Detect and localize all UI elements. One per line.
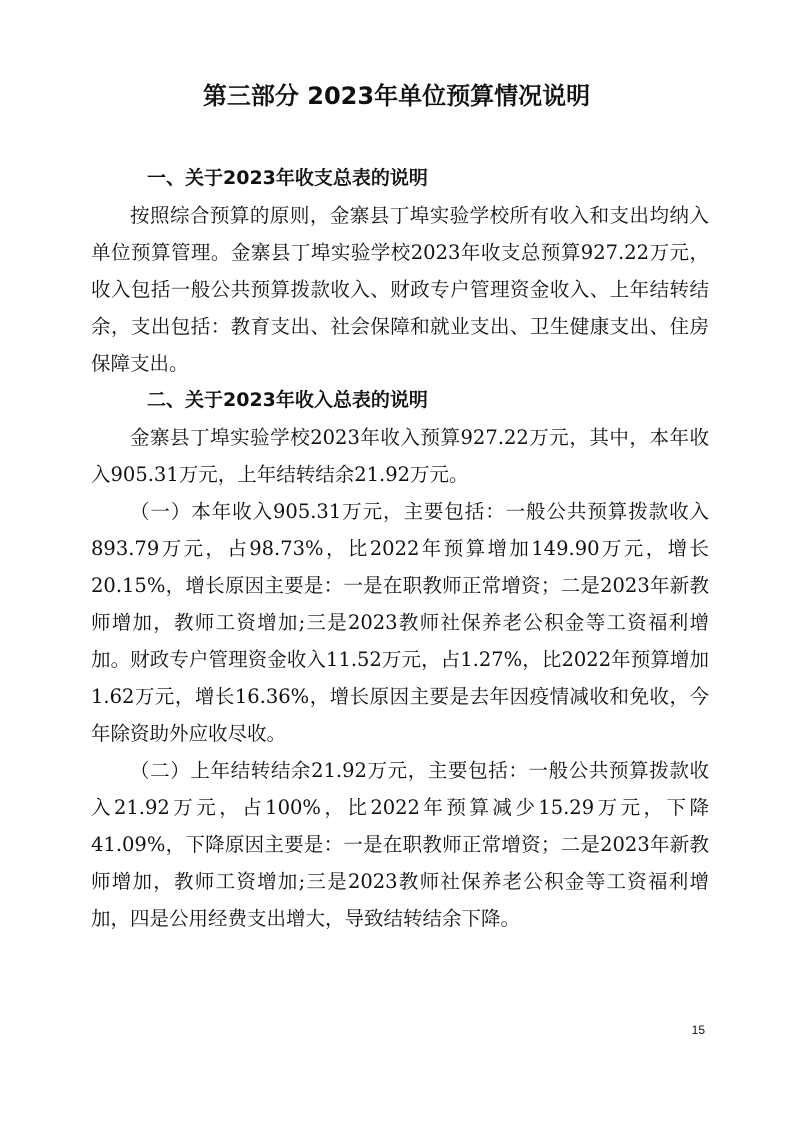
section-2-paragraph-2: （一）本年收入905.31万元，主要包括：一般公共预算拨款收入893.79万元，占98.73%，比2022年预算增加149.90万元，增长20.15%，增长原因主要是：一是在职教师正常增资；二是2023年新教师增加，教师工资增加;三是2023教师社保养老公积金等工资福利增加。财政专户管理资金收入11.52万元，占1.27%，比2022年预算增加1.62万元，增长16.36%，增长原因主要是去年因疫情减收和免收，今年除资助外应收尽收。 bbox=[91, 500, 709, 745]
section-2-heading: 二、关于2023年收入总表的说明 bbox=[147, 389, 428, 411]
section-2-paragraph-1: 金寨县丁埠实验学校2023年收入预算927.22万元，其中，本年收入905.31万元，上年结转结余21.92万元。 bbox=[91, 426, 709, 486]
section-1-heading: 一、关于2023年收支总表的说明 bbox=[147, 167, 428, 189]
page-number: 15 bbox=[691, 1023, 705, 1037]
page-title: 第三部分 2023年单位预算情况说明 bbox=[202, 82, 591, 110]
document-body bbox=[91, 160, 709, 937]
section-2-paragraph-3: （二）上年结转结余21.92万元，主要包括：一般公共预算拨款收入21.92万元，占100%，比2022年预算减少15.29万元，下降41.09%，下降原因主要是：一是在职教师正常增资；二是2023年新教师增加，教师工资增加;三是2023教师社保养老公积金等工资福利增加，四是公用经费支出增大，导致结转结余下降。 bbox=[91, 759, 709, 930]
section-1-paragraph-1: 按照综合预算的原则，金寨县丁埠实验学校所有收入和支出均纳入单位预算管理。金寨县丁埠实验学校2023年收支总预算927.22万元，收入包括一般公共预算拨款收入、财政专户管理资金收入、上年结转结余，支出包括：教育支出、社会保障和就业支出、卫生健康支出、住房保障支出。 bbox=[91, 204, 709, 375]
